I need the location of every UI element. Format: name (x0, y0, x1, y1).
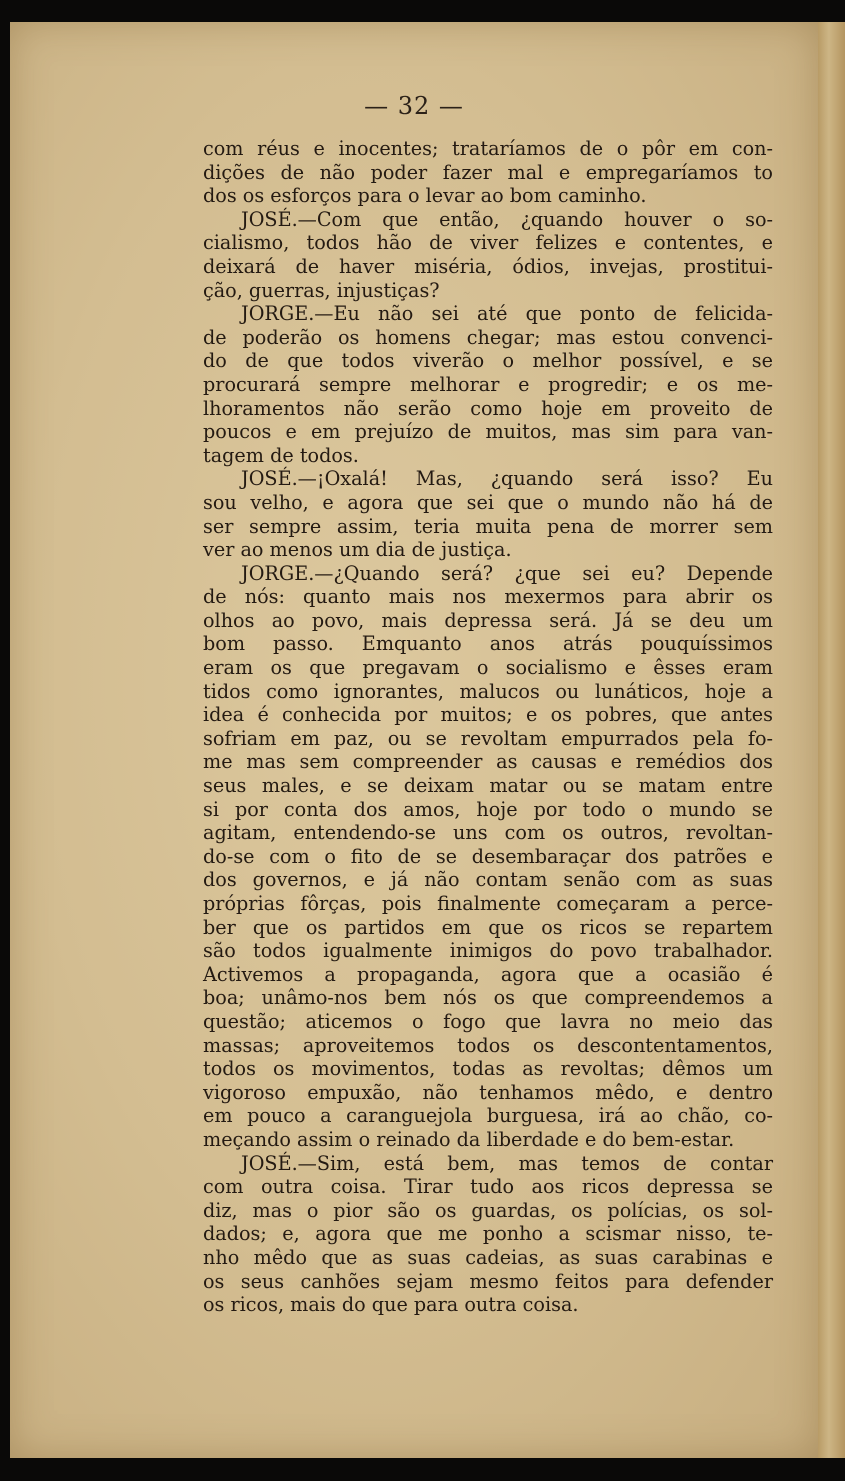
text-line: boa; unâmo-nos bem nós os que compreendemos a (203, 986, 773, 1010)
text-line: com outra coisa. Tirar tudo aos ricos depressa se (203, 1175, 773, 1199)
text-line: com réus e inocentes; trataríamos de o pôr em con- (203, 137, 773, 160)
text-line: os seus canhões sejam mesmo feitos para defender (203, 1269, 773, 1293)
text-line: cialismo, todos hão de viver felizes e contentes, e (203, 231, 773, 255)
text-line: dos os esforços para o levar ao bom caminho. (203, 184, 647, 208)
text-line: do-se com o fito de se desembaraçar dos patrões e (203, 844, 773, 868)
text-line: me mas sem compreender as causas e remédios dos (203, 750, 773, 774)
text-line: em pouco a caranguejola burguesa, irá ao chão, co- (203, 1104, 773, 1128)
text-line: os ricos, mais do que para outra coisa. (203, 1293, 579, 1317)
text-line: JOSÉ.—Com que então, ¿quando houver o so- (241, 207, 773, 231)
text-line: diz, mas o pior são os guardas, os polícias, os sol- (203, 1198, 773, 1222)
text-line: dos governos, e já não contam senão com as suas (203, 868, 773, 892)
text-line: Activemos a propaganda, agora que a ocasião é (203, 962, 773, 986)
text-line: procurará sempre melhorar e progredir; e os me- (203, 372, 773, 396)
text-line: ser sempre assim, teria muita pena de morrer sem (203, 514, 773, 538)
text-line: de poderão os homens chegar; mas estou convenci- (203, 325, 773, 349)
page-number: — 32 — (364, 92, 464, 120)
text-line: dições de não poder fazer mal e empregaríamos to (203, 160, 773, 184)
text-line: lhoramentos não serão como hoje em proveito de (203, 396, 773, 420)
text-line: JOSÉ.—¡Oxalá! Mas, ¿quando será isso? Eu (241, 467, 773, 491)
text-line: próprias fôrças, pois finalmente começaram a perce- (203, 892, 773, 915)
text-line: vigoroso empuxão, não tenhamos mêdo, e dentro (203, 1080, 773, 1104)
text-line: eram os que pregavam o socialismo e êsses eram (203, 656, 773, 680)
text-line: massas; aproveitemos todos os descontentamentos, (203, 1033, 773, 1057)
text-line: JORGE.—Eu não sei até que ponto de felicida- (241, 302, 773, 326)
text-line: JOSÉ.—Sim, está bem, mas temos de contar (241, 1151, 773, 1175)
text-line: nho mêdo que as suas cadeias, as suas carabinas e (203, 1245, 773, 1269)
text-line: são todos igualmente inimigos do povo trabalhador. (203, 939, 773, 963)
text-line: do de que todos viverão o melhor possível, e se (203, 349, 773, 373)
text-line: ber que os partidos em que os ricos se repartem (203, 915, 773, 939)
text-line: agitam, entendendo-se uns com os outros, revoltan- (203, 821, 773, 845)
text-line: bom passo. Emquanto anos atrás pouquíssimos (203, 632, 773, 656)
text-line: meçando assim o reinado da liberdade e do bem-estar. (203, 1127, 735, 1151)
text-line: deixará de haver miséria, ódios, invejas, prostitui- (203, 254, 773, 278)
text-line: idea é conhecida por muitos; e os pobres, que antes (203, 703, 773, 727)
body-text (203, 137, 773, 1317)
text-line: sou velho, e agora que sei que o mundo não há de (203, 490, 773, 514)
text-line: tagem de todos. (203, 443, 359, 467)
text-line: de nós: quanto mais nos mexermos para abrir os (203, 585, 773, 609)
text-line: tidos como ignorantes, malucos ou lunáticos, hoje a (203, 679, 773, 703)
page-edge (818, 22, 845, 1458)
text-line: ção, guerras, injustiças? (203, 278, 440, 302)
text-line: sofriam em paz, ou se revoltam empurrados pela fo- (203, 726, 773, 750)
text-line: seus males, e se deixam matar ou se matam entre (203, 774, 773, 798)
text-line: si por conta dos amos, hoje por todo o mundo se (203, 797, 773, 821)
book-page (10, 22, 818, 1458)
text-line: questão; aticemos o fogo que lavra no meio das (203, 1009, 773, 1033)
text-line: JORGE.—¿Quando será? ¿que sei eu? Depende (241, 561, 773, 585)
text-line: dados; e, agora que me ponho a scismar nisso, te- (203, 1222, 773, 1246)
text-line: ver ao menos um dia de justiça. (203, 538, 512, 562)
text-line: olhos ao povo, mais depressa será. Já se deu um (203, 608, 773, 632)
text-line: todos os movimentos, todas as revoltas; dêmos um (203, 1057, 773, 1081)
text-line: poucos e em prejuízo de muitos, mas sim para van- (203, 420, 773, 444)
